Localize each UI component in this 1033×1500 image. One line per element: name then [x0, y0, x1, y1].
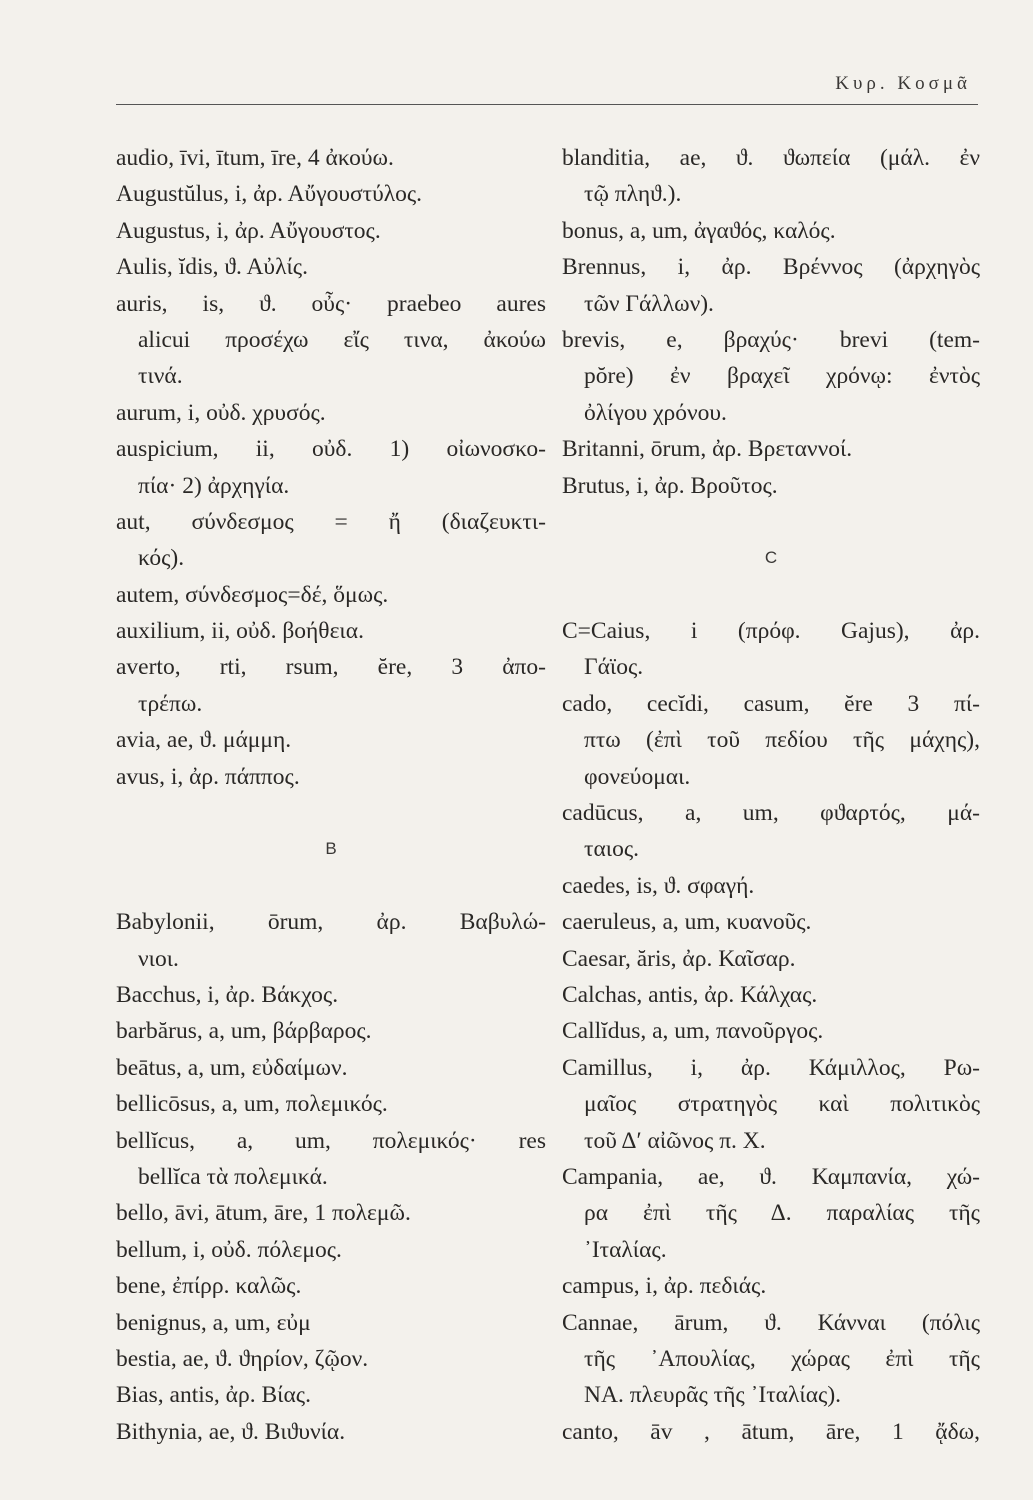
- entry-continuation-line: τοῦ Δ′ αἰῶνος π. Χ.: [584, 1127, 766, 1154]
- dictionary-entry-line: caedes, is, ϑ. σφαγή.: [562, 872, 755, 899]
- dictionary-entry-line: barbărus, a, um, βάρβαρος.: [116, 1018, 372, 1045]
- entry-continuation-line: κός).: [138, 545, 185, 572]
- dictionary-entry-line: Callĭdus, a, um, πανοῦργος.: [562, 1018, 824, 1045]
- section-letter: C: [764, 548, 778, 568]
- dictionary-entry-line: Calchas, antis, ἀρ. Κάλχας.: [562, 981, 818, 1008]
- entry-continuation-line: ὀλίγου χρόνου.: [584, 399, 727, 426]
- left-column: [116, 140, 546, 1450]
- dictionary-entry-line: auxilium, ii, οὐδ. βοήθεια.: [116, 618, 364, 645]
- dictionary-entry-line: cado, cecĭdi, casum, ĕre 3 πί-: [562, 690, 980, 717]
- dictionary-entry-line: bestia, ae, ϑ. ϑηρίον, ζῷον.: [116, 1345, 369, 1372]
- dictionary-entry-line: Bacchus, i, ἀρ. Βάκχος.: [116, 981, 339, 1008]
- entry-continuation-line: τινά.: [138, 363, 183, 390]
- entry-continuation-line: τῷ πληϑ.).: [584, 181, 682, 208]
- dictionary-entry-line: benignus, a, um, εὐμ: [116, 1309, 311, 1336]
- entry-continuation-line: νιοι.: [138, 945, 179, 972]
- spacer: [562, 504, 980, 540]
- dictionary-entry-line: canto, āv , ātum, āre, 1 ᾄδω,: [562, 1418, 980, 1445]
- spacer: [116, 795, 546, 831]
- dictionary-entry-line: brevis, e, βραχύς· brevi (tem-: [562, 326, 980, 353]
- entry-continuation-line: φονεύομαι.: [584, 763, 691, 790]
- spacer: [116, 868, 546, 904]
- dictionary-entry-line: avia, ae, ϑ. μάμμη.: [116, 727, 292, 754]
- entry-continuation-line: ρα ἐπὶ τῆς Δ. παραλίας τῆς: [584, 1200, 980, 1227]
- entry-continuation-line: τρέπω.: [138, 690, 203, 717]
- entry-continuation-line: Γάϊος.: [584, 654, 644, 681]
- dictionary-entry-line: Camillus, i, ἀρ. Κάμιλλος, Ρω-: [562, 1054, 980, 1081]
- dictionary-entry-line: auspicium, ii, οὐδ. 1) οἰωνοσκο-: [116, 436, 546, 463]
- dictionary-entry-line: beātus, a, um, εὐδαίμων.: [116, 1054, 348, 1081]
- dictionary-entry-line: aut, σύνδεσμος = ἤ (διαζευκτι-: [116, 508, 546, 535]
- dictionary-entry-line: bellum, i, οὐδ. πόλεμος.: [116, 1236, 342, 1263]
- spacer: [562, 577, 980, 613]
- entry-continuation-line: pŏre) ἐν βραχεῖ χρόνῳ: ἐντὸς: [584, 363, 980, 390]
- dictionary-entry-line: Augustus, i, ἀρ. Αὔγουστος.: [116, 217, 381, 244]
- dictionary-entry-line: Augustŭlus, i, ἀρ. Αὔγουστύλος.: [116, 181, 423, 208]
- dictionary-entry-line: avus, i, ἀρ. πάππος.: [116, 763, 300, 790]
- dictionary-entry-line: bene, ἐπίρρ. καλῶς.: [116, 1273, 302, 1300]
- entry-continuation-line: alicui προσέχω εἴς τινα, ἀκούω: [138, 326, 546, 353]
- page-header-title: Κυρ. Κοσμᾶ: [835, 73, 971, 94]
- entry-continuation-line: bellĭca τὰ πολεμικά.: [138, 1163, 328, 1190]
- dictionary-entry-line: caeruleus, a, um, κυανοῦς.: [562, 909, 812, 936]
- dictionary-entry-line: Aulis, ĭdis, ϑ. Αὐλίς.: [116, 254, 308, 281]
- dictionary-entry-line: auris, is, ϑ. οὖς· praebeo aures: [116, 290, 546, 317]
- dictionary-entry-line: cadūcus, a, um, φϑαρτός, μά-: [562, 800, 980, 827]
- dictionary-entry-line: audio, īvi, ītum, īre, 4 ἀκούω.: [116, 145, 394, 171]
- dictionary-entry-line: Bithynia, ae, ϑ. Βιϑυνία.: [116, 1418, 346, 1445]
- dictionary-entry-line: C=Caius, i (πρόφ. Gajus), ἀρ.: [562, 618, 980, 645]
- dictionary-entry-line: Cannae, ārum, ϑ. Κάνναι (πόλις: [562, 1309, 980, 1336]
- entry-continuation-line: ταιος.: [584, 836, 640, 863]
- section-letter: B: [325, 839, 337, 859]
- entry-continuation-line: ᾿Ιταλίας.: [584, 1236, 667, 1263]
- dictionary-entry-line: Campania, ae, ϑ. Καμπανία, χώ-: [562, 1163, 980, 1190]
- entry-continuation-line: μαῖος στρατηγὸς καὶ πολιτικὸς: [584, 1091, 980, 1118]
- dictionary-entry-line: campus, i, ἀρ. πεδιάς.: [562, 1273, 767, 1300]
- dictionary-entry-line: averto, rti, rsum, ĕre, 3 ἀπο-: [116, 654, 546, 681]
- dictionary-entry-line: bellĭcus, a, um, πολεμικός· res: [116, 1127, 546, 1154]
- right-column: [562, 140, 980, 1450]
- header-rule: [116, 104, 978, 105]
- dictionary-entry-line: autem, σύνδεσμος=δέ, ὅμως.: [116, 581, 389, 608]
- dictionary-entry-line: Babylonii, ōrum, ἀρ. Βαβυλώ-: [116, 909, 546, 936]
- dictionary-entry-line: Brutus, i, ἀρ. Βροῦτος.: [562, 472, 778, 499]
- dictionary-entry-line: bellicōsus, a, um, πολεμικός.: [116, 1091, 388, 1118]
- dictionary-entry-line: blanditia, ae, ϑ. ϑωπεία (μάλ. ἐν: [562, 145, 980, 171]
- dictionary-entry-line: bello, āvi, ātum, āre, 1 πολεμῶ.: [116, 1200, 411, 1227]
- entry-continuation-line: τῆς ᾿Απουλίας, χώρας ἐπὶ τῆς: [584, 1345, 980, 1372]
- dictionary-entry-line: Caesar, ăris, ἀρ. Καῖσαρ.: [562, 945, 796, 972]
- dictionary-entry-line: Britanni, ōrum, ἀρ. Βρεταννοί.: [562, 436, 853, 463]
- entry-continuation-line: ΝΑ. πλευρᾶς τῆς ᾿Ιταλίας).: [584, 1382, 842, 1409]
- entry-continuation-line: πία· 2) ἀρχηγία.: [138, 472, 290, 499]
- dictionary-entry-line: aurum, i, οὐδ. χρυσός.: [116, 399, 326, 426]
- dictionary-entry-line: Brennus, i, ἀρ. Βρέννος (ἀρχηγὸς: [562, 254, 980, 281]
- dictionary-entry-line: Bias, antis, ἀρ. Βίας.: [116, 1382, 311, 1409]
- entry-continuation-line: πτω (ἐπὶ τοῦ πεδίου τῆς μάχης),: [584, 727, 980, 754]
- dictionary-entry-line: bonus, a, um, ἀγαϑός, καλός.: [562, 217, 836, 244]
- entry-continuation-line: τῶν Γάλλων).: [584, 290, 714, 317]
